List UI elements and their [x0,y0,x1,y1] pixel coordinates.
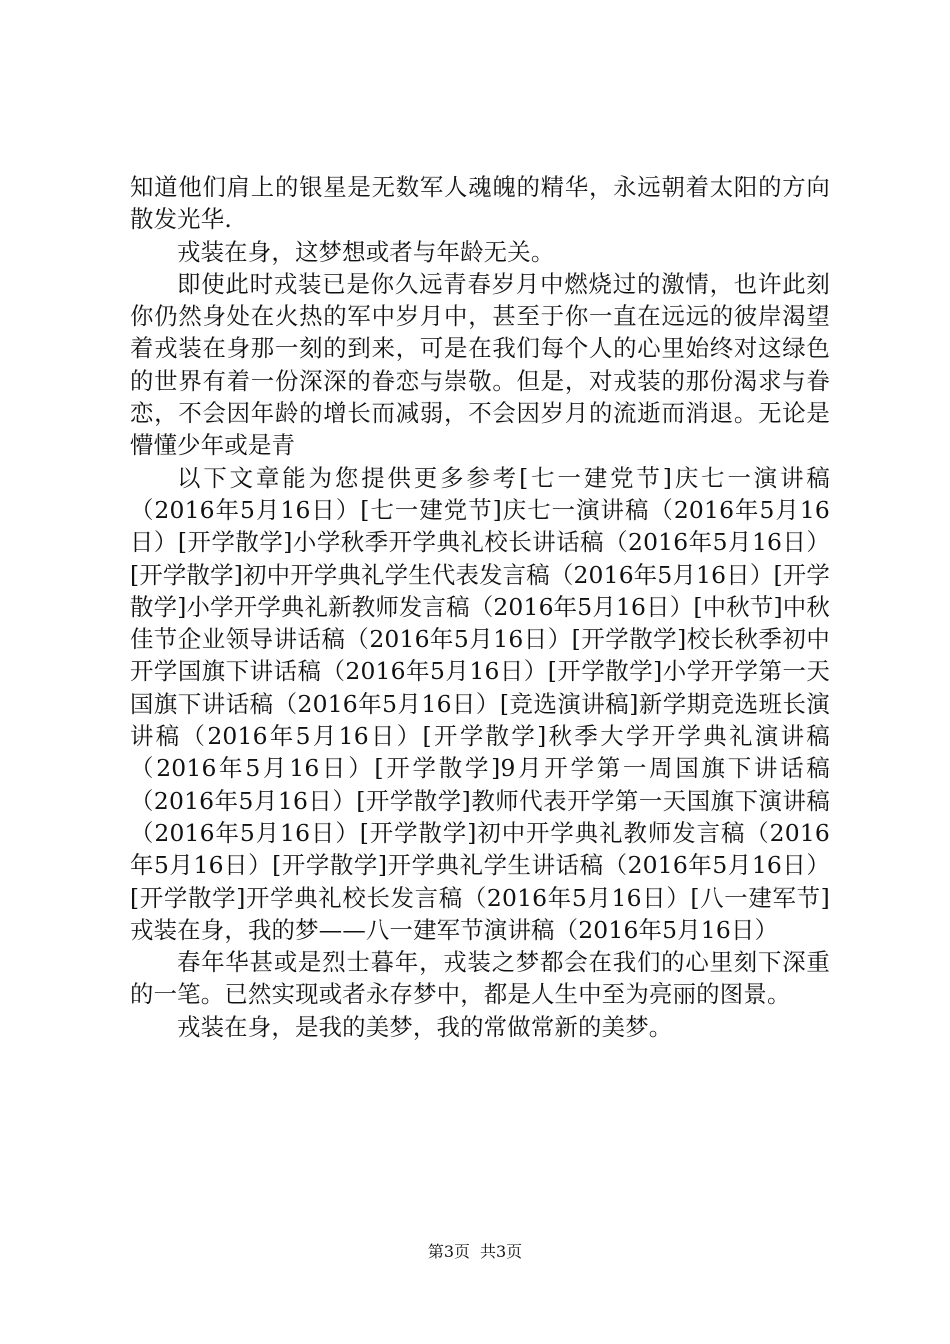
paragraph: 春年华甚或是烈士暮年，戎装之梦都会在我们的心里刻下深重的一笔。已然实现或者永存梦中，都是人生中至为亮丽的图景。 [130,948,830,1009]
paragraph: 戎装在身，是我的美梦，我的常做常新的美梦。 [177,1012,673,1041]
paragraph: 戎装在身，这梦想或者与年龄无关。 [177,237,555,266]
total-pages: 共3页 [480,1242,523,1261]
paragraph: 即使此时戎装已是你久远青春岁月中燃烧过的激情，也许此刻你仍然身处在火热的军中岁月中，甚至于你一直在远远的彼岸渴望着戎装在身那一刻的到来，可是在我们每个人的心里始终对这绿色的世界有着一份深深的眷恋与崇敬。但是，对戎装的那份渴求与眷恋，不会因年龄的增长而减弱，不会因岁月的流逝而消退。无论是懵懂少年或是青 [130,269,830,460]
page-footer [0,1242,950,1262]
paragraph: 知道他们肩上的银星是无数军人魂魄的精华，永远朝着太阳的方向散发光华. [130,173,830,234]
document-body [130,171,830,1043]
related-articles-paragraph: 以下文章能为您提供更多参考[七一建党节]庆七一演讲稿（2016年5月16日）[七一建党节]庆七一演讲稿（2016年5月16日）[开学散学]小学秋季开学典礼校长讲话稿（2016年5月16日）[开学散学]初中开学典礼学生代表发言稿（2016年5月16日）[开学散学]小学开学典礼新教师发言稿（2016年5月16日）[中秋节]中秋佳节企业领导讲话稿（2016年5月16日）[开学散学]校长秋季初中开学国旗下讲话稿（2016年5月16日）[开学散学]小学开学第一天国旗下讲话稿（2016年5月16日）[竞选演讲稿]新学期竞选班长演讲稿（2016年5月16日）[开学散学]秋季大学开学典礼演讲稿（2016年5月16日）[开学散学]9月开学第一周国旗下讲话稿（2016年5月16日）[开学散学]教师代表开学第一天国旗下演讲稿（2016年5月16日）[开学散学]初中开学典礼教师发言稿（2016年5月16日）[开学散学]开学典礼学生讲话稿（2016年5月16日）[开学散学]开学典礼校长发言稿（2016年5月16日）[八一建军节]戎装在身，我的梦——八一建军节演讲稿（2016年5月16日） [130,463,830,944]
page-number: 第3页 [427,1242,470,1261]
